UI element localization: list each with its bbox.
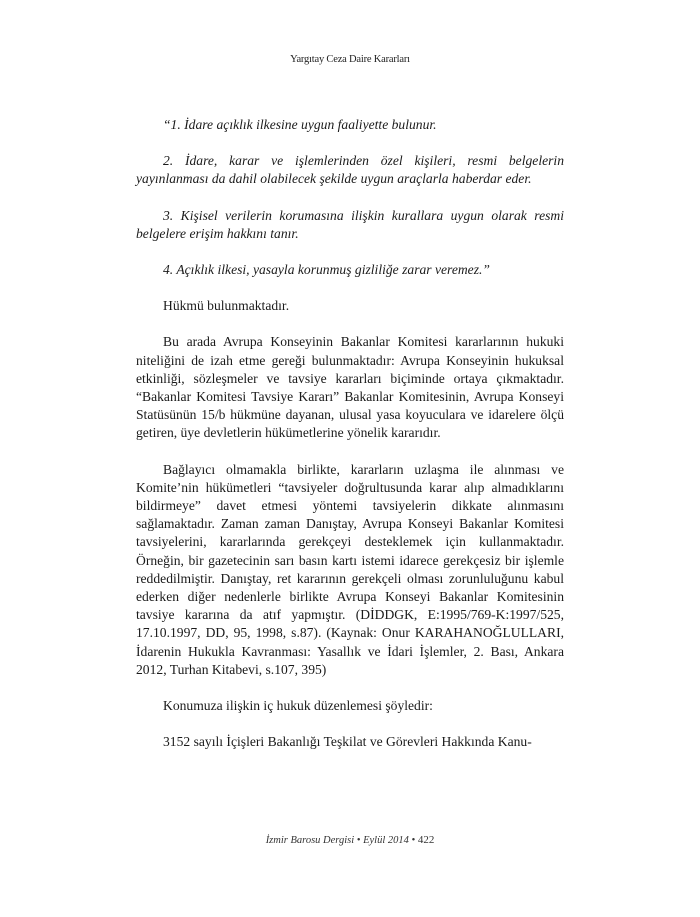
quote-item-3: 3. Kişisel verilerin korumasına ilişkin kurallara uygun olarak resmi belgelere erişim hakkını tanır. xyxy=(136,207,564,241)
running-header: Yargıtay Ceza Daire Kararları xyxy=(290,54,410,65)
footer-journal: İzmir Barosu Dergisi • Eylül 2014 • xyxy=(265,835,416,846)
paragraph-law-3152: 3152 sayılı İçişleri Bakanlığı Teşkilat ve Görevleri Hakkında Kanu- xyxy=(163,734,532,750)
paragraph-internal-law: Konumuza ilişkin iç hukuk düzenlemesi şöyledir: xyxy=(163,698,433,714)
page-number: 422 xyxy=(417,834,435,846)
quote-item-2: 2. İdare, karar ve işlemlerinden özel kişileri, resmi belgelerin yayınlanması da dahil olabilecek şekilde uygun araçlarla haberdar eder. xyxy=(136,153,564,187)
paragraph-binding: Bağlayıcı olmamakla birlikte, kararların uzlaşma ile alınması ve Komite’nin hükümetleri “tavsiyeler doğrultusunda karar alıp almadıklarını bildirmeye” davet etmesi yöntemi tavsiyelerin dikkate alınmasını sağlamaktadır. Zaman zaman Danıştay, Avrupa Konseyi Bakanlar Komitesi tavsiyelerini, kararlarında gerekçeyi desteklemek için kullanmaktadır. Örneğin, bir gazetecinin sarı basın kartı istemi idarece gerekçesiz bir işlemle reddedilmiştir. Danıştay, ret kararının gerekçeli olması zorunluluğunu kabul ederken diğer nedenlerle birlikte Avrupa Konseyi Bakanlar Komitesinin tavsiye kararına da atıf yapmıştır. (DİDDGK, E:1995/769-K:1997/525, 17.10.1997, DD, 95, 1998, s.87). (Kaynak: Onur KARAHANOĞLULLARI, İdarenin Hukukla Kavranması: Yasallık ve İdari İşlemler, 2. Bası, Ankara 2012, Turhan Kitabevi, s.107, 395) xyxy=(136,461,564,677)
body-text xyxy=(136,116,564,769)
quote-item-4: 4. Açıklık ilkesi, yasayla korunmuş gizliliğe zarar veremez.” xyxy=(163,262,490,278)
quote-item-1: “1. İdare açıklık ilkesine uygun faaliyette bulunur. xyxy=(163,117,437,132)
paragraph-hukmu: Hükmü bulunmaktadır. xyxy=(163,298,290,314)
paragraph-council: Bu arada Avrupa Konseyinin Bakanlar Komitesi kararlarının hukuki niteliğini de izah etme gereği bulunmaktadır: Avrupa Konseyinin hukuksal etkinliği, sözleşmeler ve tavsiye kararları biçiminde ortaya çıkmaktadır. “Bakanlar Komitesi Tavsiye Kararı” Bakanlar Komitesinin, Avrupa Konseyi Statüsünün 15/b hükmüne dayanan, ulusal yasa koyuculara ve idarelere ölçü getiren, üye devletlerin hükümetlerine yönelik kararıdır. xyxy=(136,334,564,441)
page-footer xyxy=(0,834,700,846)
